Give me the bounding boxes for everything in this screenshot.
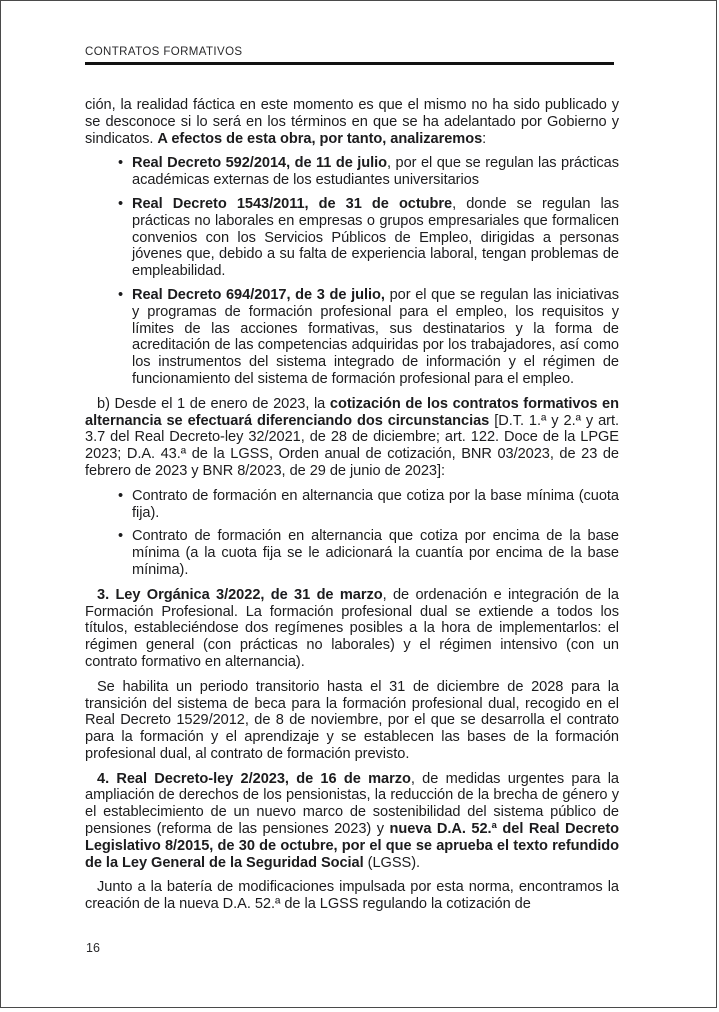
text-segment: 3. Ley Orgánica 3/2022, de 31 de marzo: [97, 586, 383, 603]
bullet-icon: •: [118, 528, 124, 545]
text-segment: 4. Real Decreto-ley 2/2023, de 16 de marzo: [97, 770, 411, 787]
text-segment: Contrato de formación en alternancia que cotiza por encima de la base mínima (a la cuota fija se le adicionará la cuantía por encima de la base mínima).: [132, 528, 619, 578]
paragraph: [85, 879, 619, 913]
text-segment: Real Decreto 694/2017, de 3 de julio,: [132, 286, 385, 303]
list-item: [118, 155, 619, 189]
bullet-icon: •: [118, 195, 124, 212]
text-segment: ción, la realidad fáctica en este momento es que el mismo no ha sido publicado y se desconoce si lo será en los términos en que se ha adelantado por Gobierno y sindicatos.: [85, 97, 619, 147]
text-segment: nueva D.A. 52.ª del Real Decreto Legislativo 8/2015, de 30 de octubre, por el que se aprueba el texto refundido de la Ley General de la Seguridad Social: [85, 821, 619, 871]
text-segment: Junto a la batería de modificaciones impulsada por esta norma, encontramos la creación de la nueva D.A. 52.ª de la LGSS regulando la cotización de: [85, 879, 619, 913]
text-segment: Se habilita un periodo transitorio hasta el 31 de diciembre de 2028 para la transición del sistema de beca para la formación profesional dual, recogido en el Real Decreto 1529/2012, de 8 de noviembre, por el que se desarrolla el contrato para la formación y el aprendizaje y se establecen las bases de la formación profesional dual, al contrato de formación previsto.: [85, 678, 619, 762]
text-segment: :: [482, 130, 487, 147]
list-item: [118, 528, 619, 578]
text-segment: Real Decreto 1543/2011, de 31 de octubre: [132, 195, 453, 212]
text-segment: , por el que se regulan las prácticas académicas externas de los estudiantes universitarios: [132, 155, 619, 189]
body-text: [85, 97, 619, 921]
bullet-icon: •: [118, 286, 124, 303]
bullet-icon: •: [118, 487, 124, 504]
text-segment: Contrato de formación en alternancia que cotiza por la base mínima (cuota fija).: [132, 487, 619, 521]
page-number: 16: [86, 941, 100, 955]
text-segment: (LGSS).: [363, 854, 421, 871]
list-item: [118, 487, 619, 522]
text-segment: cotización de los contratos formativos en alternancia se efectuará diferenciando dos circunstancias: [85, 395, 619, 429]
paragraph: [85, 771, 619, 872]
list-item: [118, 286, 619, 388]
paragraph: [85, 587, 619, 671]
list-item: [118, 195, 619, 280]
paragraph: [85, 97, 619, 147]
text-segment: A efectos de esta obra, por tanto, analizaremos: [157, 130, 483, 147]
paragraph: [85, 679, 619, 763]
paragraph: [85, 396, 619, 480]
text-segment: b) Desde el 1 de enero de 2023, la: [97, 395, 330, 412]
bullet-icon: •: [118, 155, 124, 172]
text-segment: , de medidas urgentes para la ampliación de derechos de los pensionistas, la reducción de la brecha de género y el establecimiento de un nuevo marco de sostenibilidad del sistema público de pensiones (reforma de las pensiones 2023) y: [85, 770, 619, 838]
running-header: CONTRATOS FORMATIVOS: [85, 46, 243, 58]
header-rule: [85, 62, 614, 65]
text-segment: por el que se regulan las iniciativas y programas de formación profesional para el empleo, los requisitos y límites de las acciones formativas, sus destinatarios y la forma de acreditación de las competencias adquiridas por los trabajadores, así como los instrumentos del sistema integrado de información y el régimen de funcionamiento del sistema de formación profesional para el empleo.: [132, 286, 619, 387]
text-segment: , donde se regulan las prácticas no laborales en empresas o grupos empresariales que formalicen convenios con los Servicios Públicos de Empleo, dirigidas a personas jóvenes que, debido a su falta de experiencia laboral, tengan problemas de empleabilidad.: [132, 195, 619, 280]
text-segment: Real Decreto 592/2014, de 11 de julio: [132, 155, 388, 172]
text-segment: [D.T. 1.ª y 2.ª y art. 3.7 del Real Decreto-ley 32/2021, de 28 de diciembre; art. 122. Doce de la LPGE 2023; D.A. 43.ª de la LGSS, Orden anual de cotización, BNR 03/2023, de 23 de febrero de 2023 y BNR 8/2023, de 29 de junio de 2023]:: [85, 412, 619, 479]
text-segment: , de ordenación e integración de la Formación Profesional. La formación profesional dual se extiende a todos los títulos, estableciéndose dos regímenes posibles a la hora de implementarlos: el régimen general (con prácticas no laborales) y el régimen intensivo (con un contrato formativo en alternancia).: [85, 586, 619, 670]
